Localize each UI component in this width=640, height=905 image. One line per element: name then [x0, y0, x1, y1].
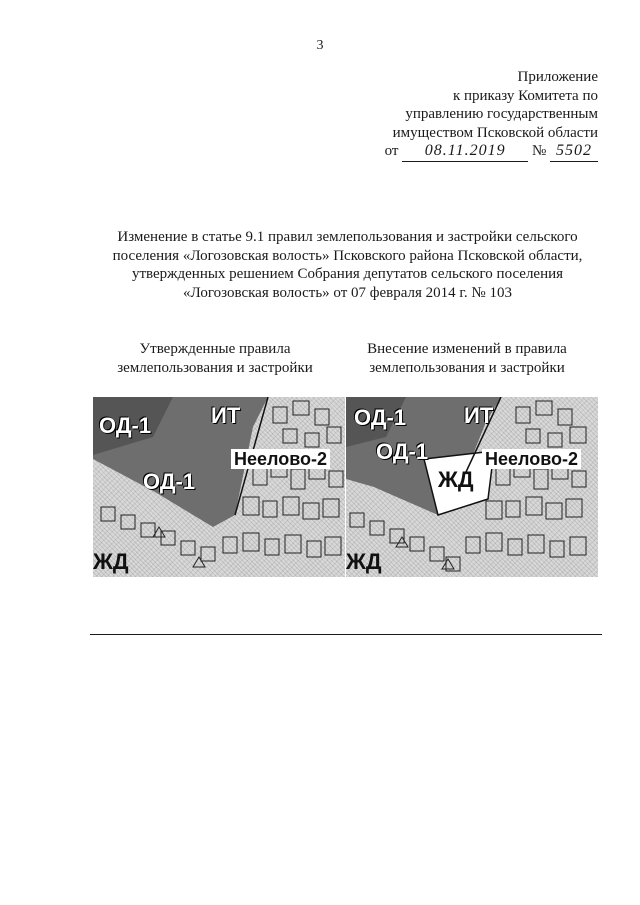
right-column-caption	[352, 340, 582, 377]
zone-label-zhd: ЖД	[346, 549, 382, 574]
left-caption-line-1: Утвержденные правила	[139, 341, 291, 357]
zone-label-od1-top: ОД-1	[99, 413, 152, 438]
appendix-line-4: имуществом Псковской области	[392, 124, 598, 141]
zone-label-zhd-center: ЖД	[438, 467, 474, 492]
order-date-number-line	[385, 142, 598, 162]
document-title	[60, 228, 635, 302]
zone-label-od1-center: ОД-1	[376, 439, 429, 464]
appendix-line-3: управлению государственным	[405, 106, 598, 122]
page-number: 3	[316, 38, 324, 53]
order-date-handwritten: 08.11.2019	[402, 142, 528, 162]
settlement-label: Неелово-2	[482, 449, 581, 469]
from-label: от	[384, 143, 399, 159]
zone-label-od1-center: ОД-1	[143, 469, 196, 494]
number-label: №	[531, 143, 547, 159]
right-caption-line-2: землепользования и застройки	[369, 359, 565, 376]
order-number-handwritten: 5502	[550, 142, 598, 162]
bottom-rule	[90, 634, 602, 635]
title-line-1: Изменение в статье 9.1 правил землепользования и застройки сельского	[117, 229, 578, 245]
settlement-label: Неелово-2	[231, 449, 330, 469]
left-column-caption	[100, 340, 330, 377]
appendix-block	[385, 68, 598, 162]
appendix-line-1: Приложение	[517, 69, 598, 85]
right-caption-line-1: Внесение изменений в правила	[367, 341, 567, 357]
map-approved	[93, 397, 345, 577]
zone-label-zhd: ЖД	[93, 549, 129, 574]
title-line-2: поселения «Логозовская волость» Псковского района Псковской области,	[112, 247, 583, 264]
zone-label-it: ИТ	[464, 403, 494, 428]
title-line-3: утвержденных решением Собрания депутатов сельского поселения	[131, 266, 564, 282]
left-caption-line-2: землепользования и застройки	[117, 359, 313, 376]
map-amended	[346, 397, 598, 577]
title-line-4: «Логозовская волость» от 07 февраля 2014 г. № 103	[183, 284, 512, 301]
zone-label-it: ИТ	[211, 403, 241, 428]
appendix-line-2: к приказу Комитета по	[452, 87, 598, 104]
zone-label-od1-top: ОД-1	[354, 405, 407, 430]
